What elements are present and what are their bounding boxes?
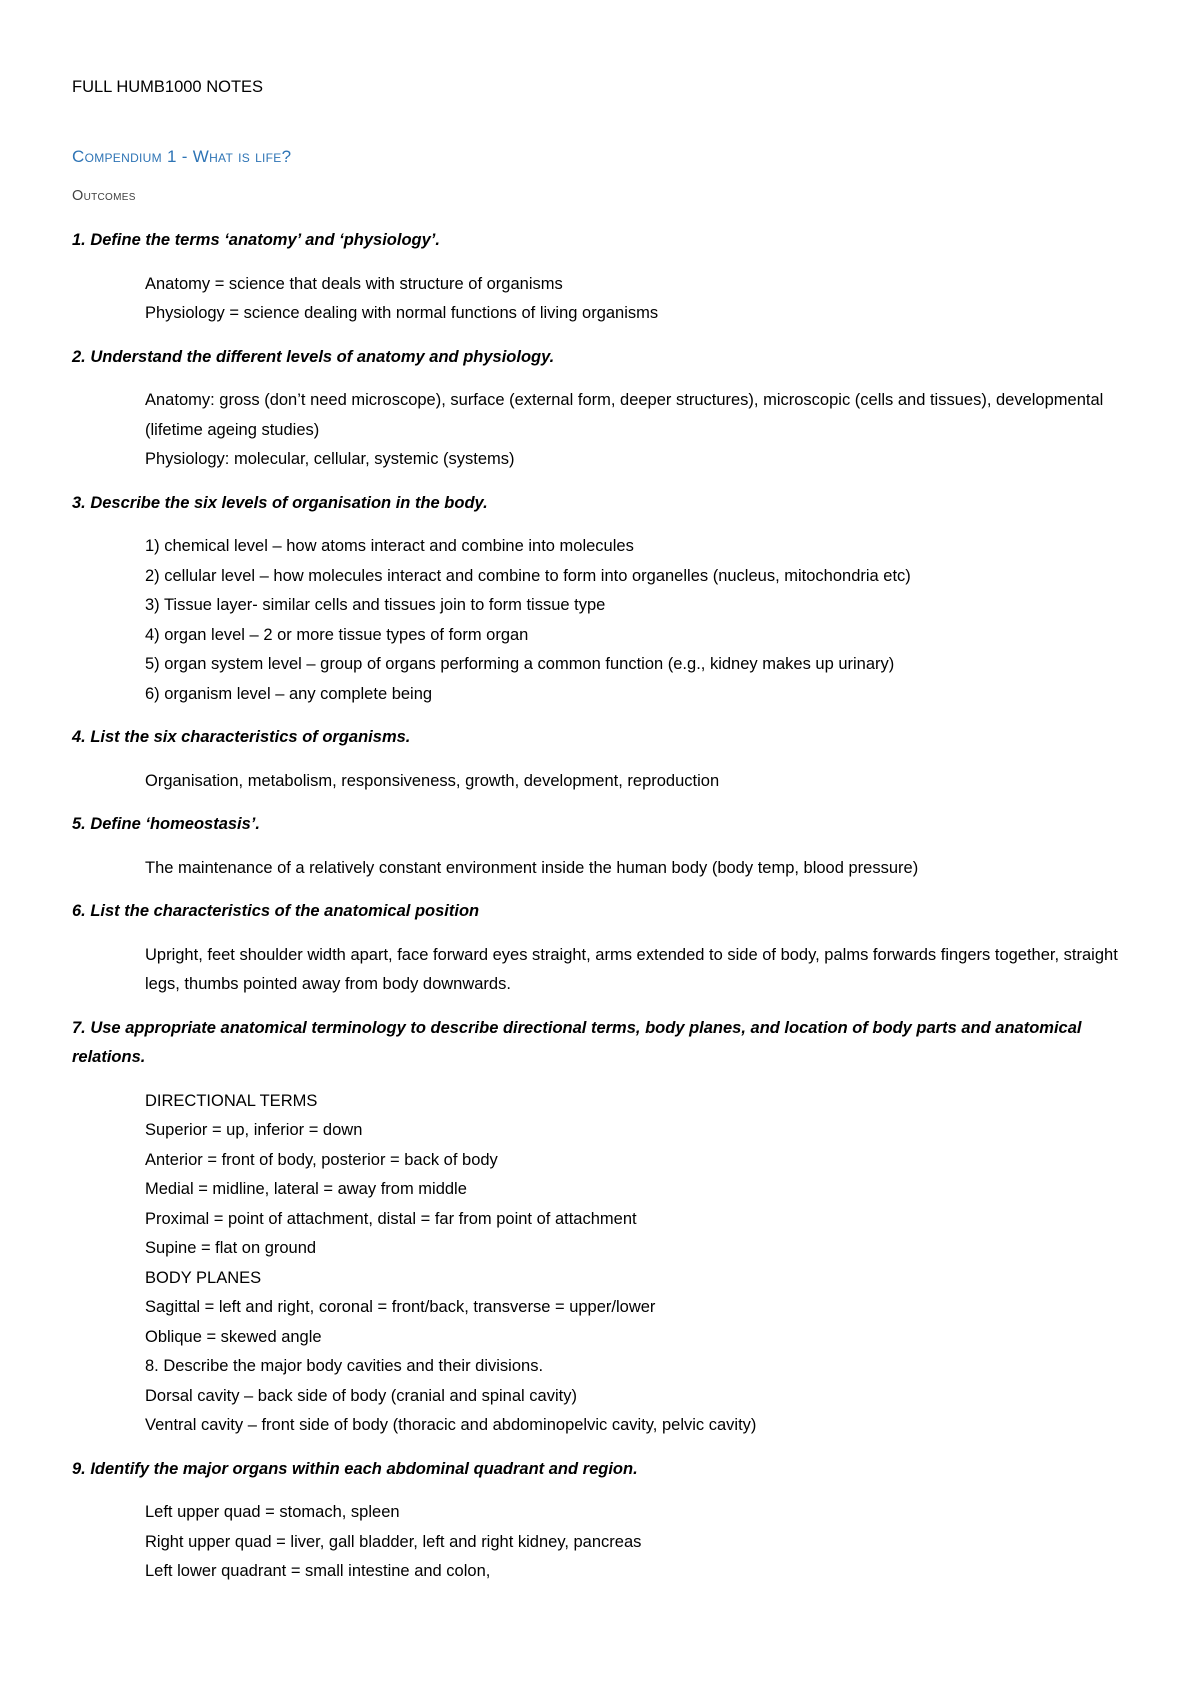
answer-line: BODY PLANES <box>145 1268 262 1287</box>
answer-line: Right upper quad = liver, gall bladder, left and right kidney, pancreas <box>145 1532 642 1551</box>
answer-line: 3) Tissue layer- similar cells and tissues join to form tissue type <box>145 596 606 614</box>
answer-line: The maintenance of a relatively constant environment inside the human body (body temp, blood pressure) <box>145 858 919 877</box>
document-page <box>72 72 1132 1601</box>
question-heading: 4. List the six characteristics of organisms. <box>72 728 411 746</box>
answer-block <box>145 270 1132 329</box>
section-subheading: Outcomes <box>72 188 136 204</box>
answer-line: Anatomy: gross (don’t need microscope), surface (external form, deeper structures), microscopic (cells and tissues), developmental (lifetime ageing studies) <box>145 391 1104 439</box>
answer-line: 5) organ system level – group of organs performing a common function (e.g., kidney makes up urinary) <box>145 655 895 673</box>
question-heading: 1. Define the terms ‘anatomy’ and ‘physiology’. <box>72 231 440 249</box>
question-heading: 9. Identify the major organs within each abdominal quadrant and region. <box>72 1459 638 1478</box>
question-heading: 6. List the characteristics of the anatomical position <box>72 902 480 920</box>
answer-line: 2) cellular level – how molecules interact and combine to form into organelles (nucleus, mitochondria etc) <box>145 566 911 585</box>
question-heading: 5. Define ‘homeostasis’. <box>72 815 260 833</box>
answer-line: 1) chemical level – how atoms interact and combine into molecules <box>145 537 634 555</box>
answer-line: Left upper quad = stomach, spleen <box>145 1503 400 1521</box>
answer-block <box>145 386 1132 475</box>
question-block <box>72 343 1132 475</box>
answer-line: Anterior = front of body, posterior = back of body <box>145 1150 498 1169</box>
answer-line: 6) organism level – any complete being <box>145 684 433 703</box>
answer-line: Physiology = science dealing with normal functions of living organisms <box>145 304 659 322</box>
answer-line: Superior = up, inferior = down <box>145 1121 363 1139</box>
answer-line: Oblique = skewed angle <box>145 1327 322 1346</box>
answer-line: Anatomy = science that deals with structure of organisms <box>145 274 563 293</box>
question-block <box>72 810 1132 883</box>
answer-block <box>145 854 1132 884</box>
document-title: FULL HUMB1000 NOTES <box>72 78 264 96</box>
answer-block <box>145 767 1132 797</box>
question-block <box>72 226 1132 329</box>
answer-line: Supine = flat on ground <box>145 1239 317 1257</box>
answer-block <box>145 941 1132 1000</box>
question-heading: 3. Describe the six levels of organisation in the body. <box>72 493 488 512</box>
answer-line: Medial = midline, lateral = away from middle <box>145 1180 467 1198</box>
answer-line: Sagittal = left and right, coronal = front/back, transverse = upper/lower <box>145 1298 656 1316</box>
answer-line: 4) organ level – 2 or more tissue types of form organ <box>145 625 529 644</box>
answer-line: 8. Describe the major body cavities and their divisions. <box>145 1357 544 1375</box>
question-heading: 2. Understand the different levels of anatomy and physiology. <box>72 347 555 366</box>
answer-block <box>145 1498 1132 1587</box>
section-heading: Compendium 1 - What is life? <box>72 147 292 166</box>
answer-line: Proximal = point of attachment, distal = far from point of attachment <box>145 1209 637 1228</box>
question-block <box>72 897 1132 1000</box>
answer-line: Physiology: molecular, cellular, systemic (systems) <box>145 450 515 468</box>
question-block <box>72 1455 1132 1587</box>
question-block <box>72 723 1132 796</box>
question-heading: 7. Use appropriate anatomical terminology to describe directional terms, body planes, and location of body parts and anatomical relations. <box>72 1018 1082 1066</box>
answer-line: Ventral cavity – front side of body (thoracic and abdominopelvic cavity, pelvic cavity) <box>145 1416 757 1434</box>
answer-line: Left lower quadrant = small intestine and colon, <box>145 1562 491 1580</box>
answer-line: Dorsal cavity – back side of body (cranial and spinal cavity) <box>145 1386 577 1405</box>
answer-line: Organisation, metabolism, responsiveness, growth, development, reproduction <box>145 771 720 790</box>
question-block <box>72 1014 1132 1441</box>
answer-block <box>145 532 1132 709</box>
question-block <box>72 489 1132 710</box>
answer-block <box>145 1087 1132 1441</box>
answer-line: DIRECTIONAL TERMS <box>145 1091 318 1110</box>
answer-line: Upright, feet shoulder width apart, face forward eyes straight, arms extended to side of body, palms forwards fingers together, straight legs, thumbs pointed away from body downwards. <box>145 945 1118 993</box>
